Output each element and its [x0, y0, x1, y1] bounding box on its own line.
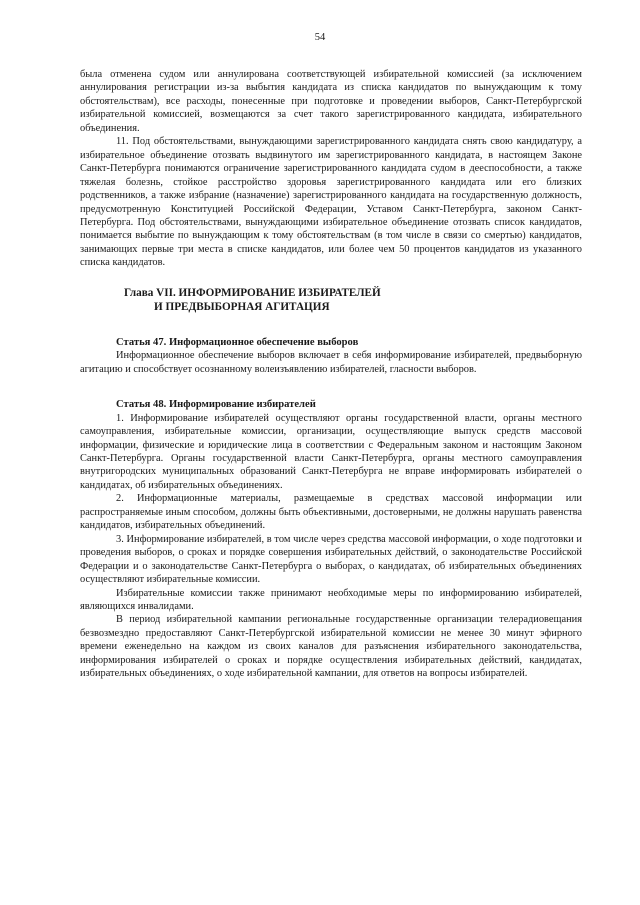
article-48-paragraph-4: Избирательные комиссии также принимают необходимые меры по информированию избирателей, являющихся инвалидами. — [80, 587, 582, 612]
chapter-heading-line-1: Глава VII. ИНФОРМИРОВАНИЕ ИЗБИРАТЕЛЕЙ — [124, 286, 381, 299]
article-48-paragraph-3: 3. Информирование избирателей, в том числе через средства массовой информации, о ходе подготовки и проведения выборов, о сроках и порядке совершения избирательных действий, о законодательстве Российской Федерации и о законодательстве Санкт-Петербурга о выборах, о кандидатах, об избирательных объединениях осуществляют избирательные комиссии. — [80, 533, 582, 586]
page-number: 54 — [314, 32, 326, 43]
article-48-title: Статья 48. Информирование избирателей — [116, 399, 316, 411]
article-47-title: Статья 47. Информационное обеспечение выборов — [116, 336, 359, 348]
article-48-paragraph-2: 2. Информационные материалы, размещаемые в средствах массовой информации или распространяемые иным способом, должны быть объективными, достоверными, не должны нарушать равенства кандидатов, избирательных объединений. — [80, 493, 582, 532]
paragraph-continuation: была отменена судом или аннулирована соответствующей избирательной комиссией (за исключением аннулирования регистрации из-за выбытия кандидата из списка кандидатов по вынуждающим к тому обстоятельствам), все расходы, понесенные при подготовке и проведении выборов, Санкт-Петербургской избирательной комиссией, возмещаются за счет такого зарегистрированного кандидата, избирательного объединения. — [80, 69, 582, 134]
article-48-paragraph-1: 1. Информирование избирателей осуществляют органы государственной власти, органы местного самоуправления, избирательные комиссии, организации, осуществляющие выпуск средств массовой информации, физические и юридические лица в соответствии с Федеральным законом и настоящим Законом Санкт-Петербурга. Органы государственной власти Санкт-Петербурга, органы местного самоуправления внутригородских муниципальных образований Санкт-Петербурга не вправе информировать избирателей о кандидатах, об избирательных объединениях. — [80, 412, 582, 491]
chapter-heading — [80, 286, 582, 314]
article-47-paragraph: Информационное обеспечение выборов включает в себя информирование избирателей, предвыборную агитацию и способствует осознанному волеизъявлению избирателей, гласности выборов. — [80, 350, 582, 375]
page-content — [80, 68, 582, 681]
article-48-paragraph-5: В период избирательной кампании региональные государственные организации телерадиовещания безвозмездно предоставляют Санкт-Петербургской избирательной комиссии не менее 30 минут эфирного времени еженедельно на каждом из своих каналов для разъяснения избирательного законодательства, информирования избирателей о сроках и порядке осуществления избирательных действий, кандидатах, избирательных объединениях, о ходе избирательной кампании, для ответов на вопросы избирателей. — [80, 614, 582, 680]
chapter-heading-line-2: И ПРЕДВЫБОРНАЯ АГИТАЦИЯ — [154, 300, 330, 313]
paragraph-item-11: 11. Под обстоятельствами, вынуждающими зарегистрированного кандидата снять свою кандидатуру, а избирательное объединение отозвать выдвинутого им зарегистрированного кандидата, в настоящем Законе Санкт-Петербурга понимаются ограничение зарегистрированного кандидата судом в дееспособности, а также тяжелая болезнь, стойкое расстройство здоровья зарегистрированного кандидата или его близких родственников, а также избрание (назначение) зарегистрированного кандидата на государственную должность, предусмотренную Конституцией Российской Федерации, Уставом Санкт-Петербурга, законом Санкт-Петербурга. Под обстоятельствами, вынуждающими избирательное объединение отозвать список кандидатов, понимается выбытие по вынуждающим к тому обстоятельствам (в том числе в связи со смертью) кандидатов, занимающих первые три места в списке кандидатов, или более чем 50 процентов кандидатов из указанного списка кандидатов. — [80, 136, 582, 269]
